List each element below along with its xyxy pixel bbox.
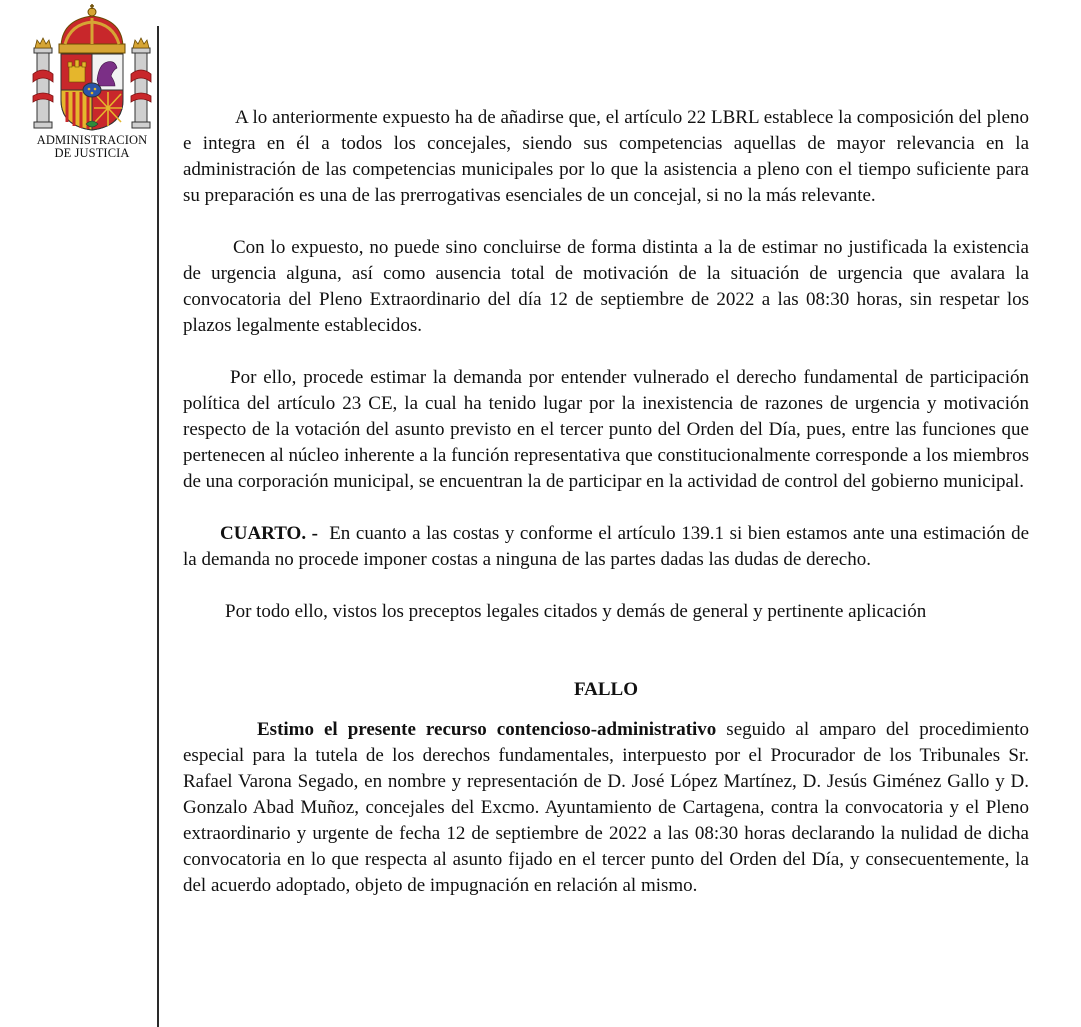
crest-block: [28, 4, 156, 160]
cuarto-label: CUARTO. -: [220, 523, 318, 544]
paragraph-estimar-demanda: Por ello, procede estimar la demanda por entender vulnerado el derecho fundamental de participación política del artículo 23 CE, la cual ha tenido lugar por la inexistencia de razones de urgencia y motivación respecto de la votación del asunto previsto en el tercer punto del Orden del Día, pues, entre las funciones que pertenecen al núcleo inherente a la función representativa que constitucionalmente corresponde a los miembros de una corporación municipal, se encuentran la de participar en la actividad de control del gobierno municipal.: [183, 367, 1029, 492]
paragraph-lbrl: A lo anteriormente expuesto ha de añadirse que, el artículo 22 LBRL establece la composición del pleno e integra en él a todos los concejales, siendo sus competencias aquellas de mayor relevancia en la administración de las competencias municipales por lo que la asistencia a pleno con el tiempo suficiente para su preparación es una de las prerrogativas esenciales de un concejal, si no la más relevante.: [183, 107, 1029, 206]
fallo-text: seguido al amparo del procedimiento especial para la tutela de los derechos fundamentales, interpuesto por el Procurador de los Tribunales Sr. Rafael Varona Segado, en nombre y representación de D. José López Martínez, D. Jesús Giménez Gallo y D. Gonzalo Abad Muñoz, concejales del Excmo. Ayuntamiento de Cartagena, contra la convocatoria y el Pleno extraordinario y urgente de fecha 12 de septiembre de 2022 a las 08:30 horas declarando la nulidad de dicha convocatoria en lo que respecta al asunto fijado en el tercer punto del Orden del Día, y consecuentemente, la del acuerdo adoptado, objeto de impugnación en relación al mismo.: [183, 719, 1029, 896]
paragraph-urgencia: Con lo expuesto, no puede sino concluirse de forma distinta a la de estimar no justificada la existencia de urgencia alguna, así como ausencia total de motivación de la situación de urgencia que avalara la convocatoria del Pleno Extraordinario del día 12 de septiembre de 2022 a las 08:30 horas, sin respetar los plazos legalmente establecidos.: [183, 237, 1029, 336]
paragraph-fallo: [183, 717, 1029, 899]
crest-caption: [28, 134, 156, 160]
paragraph-cuarto: [183, 521, 1029, 573]
coat-of-arms-icon: [31, 4, 153, 132]
crest-caption-line2: DE JUSTICIA: [54, 146, 130, 160]
fallo-heading: FALLO: [573, 679, 639, 700]
document-body: [183, 105, 1029, 899]
paragraph-por-todo-ello: Por todo ello, vistos los preceptos legales citados y demás de general y pertinente aplicación: [225, 601, 927, 622]
crest-caption-line1: ADMINISTRACION: [36, 133, 148, 147]
fallo-bold-lead: Estimo el presente recurso contencioso-administrativo: [257, 719, 717, 740]
cuarto-text: En cuanto a las costas y conforme el artículo 139.1 si bien estamos ante una estimación de la demanda no procede imponer costas a ninguna de las partes dadas las dudas de derecho.: [183, 523, 1030, 570]
margin-rule: [157, 26, 159, 1027]
